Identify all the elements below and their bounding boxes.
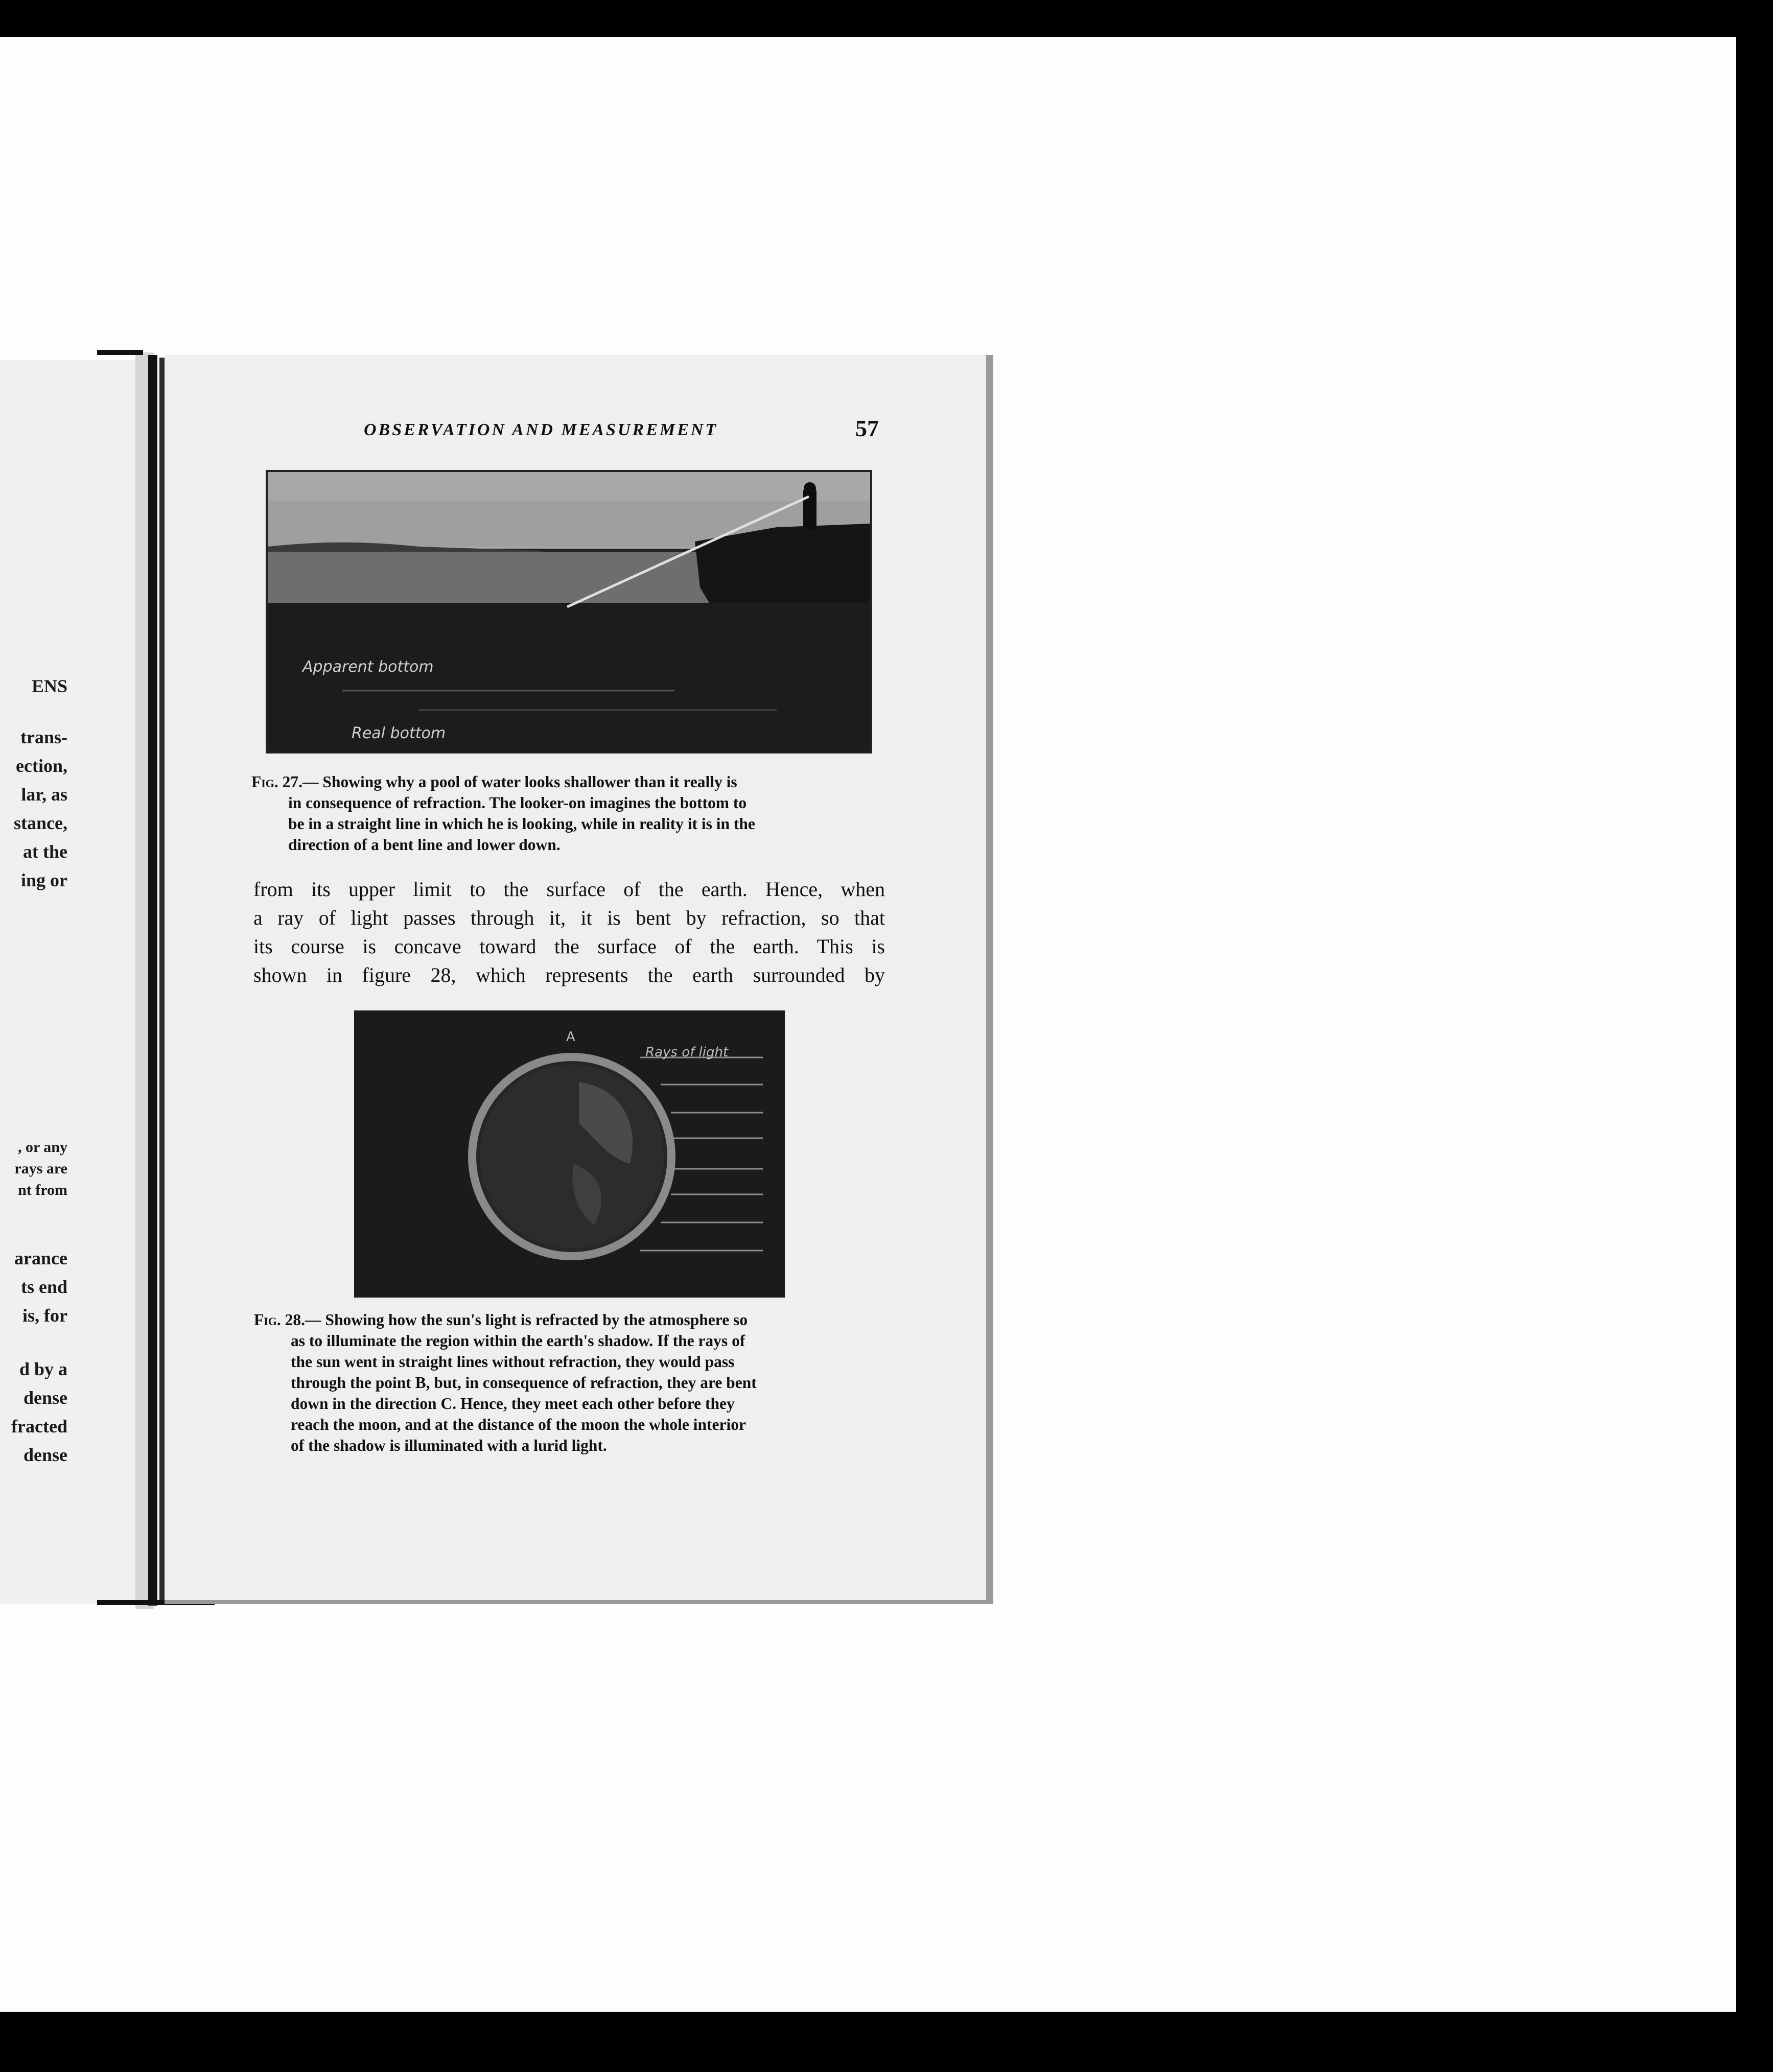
left-note-line: nt from [18, 1182, 67, 1198]
figure-27-label: Fig. 27. [251, 773, 303, 791]
body-line: shown in figure 28, which represents the earth surrounded by [253, 963, 885, 986]
page-number: 57 [855, 415, 879, 441]
label-apparent-bottom: Apparent bottom [302, 658, 434, 676]
caption-line: as to illuminate the region within the earth's shadow. If the rays of [291, 1332, 745, 1350]
scan-right-border [1736, 31, 1773, 2023]
label-a: A [566, 1029, 575, 1045]
scan-bottom-border [0, 2012, 1773, 2072]
figure-28-diagram [354, 1010, 785, 1298]
label-rays-of-light: Rays of light [645, 1045, 729, 1060]
caption-line: the sun went in straight lines without refraction, they would pass [291, 1353, 735, 1371]
left-line: fracted [11, 1416, 67, 1437]
caption-line: of the shadow is illuminated with a lurid light. [291, 1437, 607, 1454]
left-line: d by a [19, 1359, 67, 1379]
left-line: is, for [22, 1305, 67, 1326]
left-heading-fragment: ENS [31, 676, 67, 696]
left-note-line: rays are [14, 1160, 67, 1177]
left-line: trans- [20, 727, 67, 747]
caption-line: — Showing how the sun's light is refracted by the atmosphere so [305, 1311, 748, 1329]
caption-line: through the point B, but, in consequence of refraction, they are bent [291, 1374, 757, 1392]
left-line: dense [23, 1387, 67, 1408]
left-line: lar, as [21, 784, 67, 805]
left-line: dense [23, 1445, 67, 1465]
binding-top-edge [97, 350, 143, 355]
observer-figure [803, 490, 816, 529]
book-spine [148, 355, 157, 1606]
figure-27-caption [251, 771, 885, 855]
caption-line: down in the direction C. Hence, they meet each other before they [291, 1395, 735, 1412]
figure-27-photo [266, 470, 872, 754]
left-line: ection, [16, 756, 67, 776]
body-line: from its upper limit to the surface of the earth. Hence, when [253, 878, 885, 901]
left-line: stance, [14, 813, 67, 833]
figure-28-caption [254, 1309, 885, 1456]
body-line: a ray of light passes through it, it is bent by refraction, so that [253, 906, 885, 929]
left-line: arance [14, 1248, 67, 1268]
left-line: at the [23, 841, 67, 862]
caption-line: reach the moon, and at the distance of the moon the whole interior [291, 1416, 746, 1433]
caption-line: direction of a bent line and lower down. [288, 836, 561, 854]
book-spine-inner [159, 358, 165, 1604]
left-line: ing or [20, 870, 67, 890]
caption-line: be in a straight line in which he is looking, while in reality it is in the [288, 815, 755, 833]
running-head: OBSERVATION AND MEASUREMENT [364, 420, 718, 439]
body-paragraph [253, 875, 885, 990]
figure-28-label: Fig. 28. [254, 1311, 306, 1329]
left-note-line: , or any [18, 1139, 67, 1156]
body-line: its course is concave toward the surface of the earth. This is [253, 935, 885, 958]
caption-line: — Showing why a pool of water looks shallower than it really is [302, 773, 737, 791]
label-real-bottom: Real bottom [352, 724, 446, 742]
caption-line: in consequence of refraction. The looker-on imagines the bottom to [288, 794, 747, 812]
left-line: ts end [20, 1277, 67, 1297]
